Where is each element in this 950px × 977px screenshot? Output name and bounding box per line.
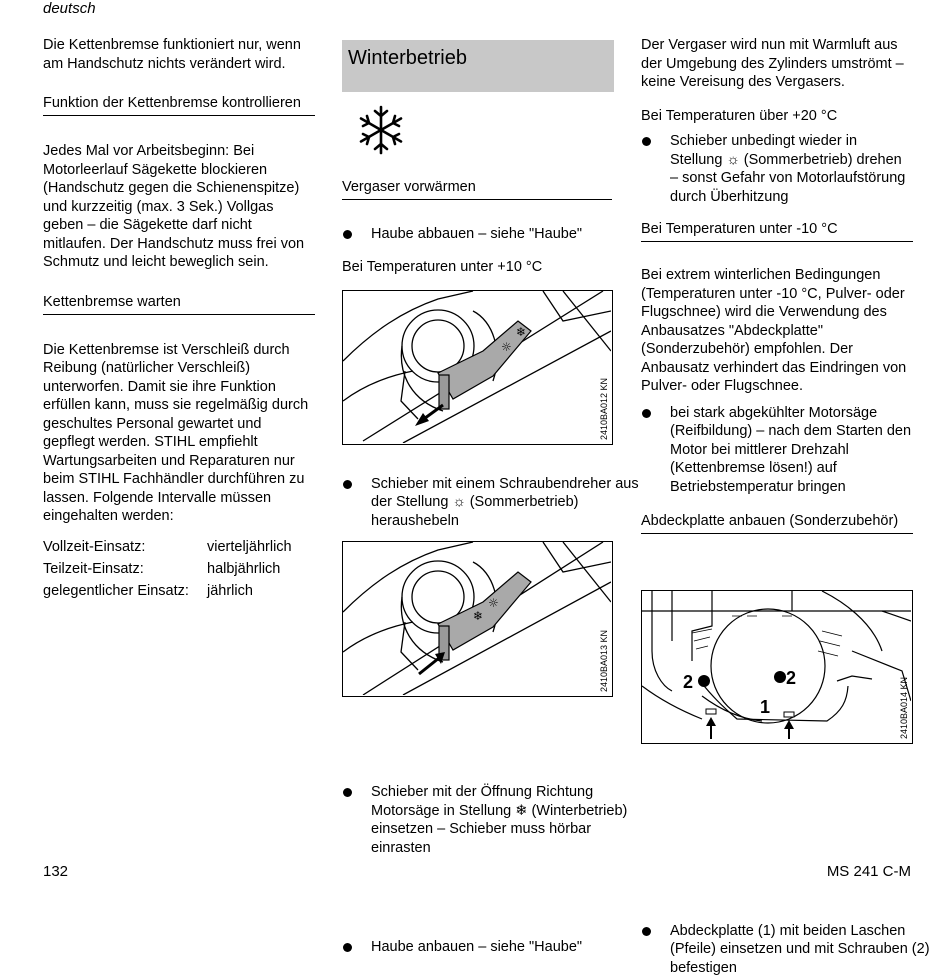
- bullet-dot: [343, 230, 352, 239]
- bullet-text: Haube anbauen – siehe "Haube": [371, 939, 582, 955]
- interval-table: [43, 538, 315, 601]
- section-title-band: Winterbetrieb: [342, 40, 614, 92]
- figure-insert-slider: [342, 541, 613, 697]
- heading-preheat-carburetor: Vergaser vorwärmen: [342, 178, 612, 200]
- figure-code: 2410BA012 KN: [599, 378, 609, 440]
- heading-install-cover-plate: Abdeckplatte anbauen (Sonderzubehör): [641, 512, 913, 534]
- interval-row: [43, 582, 315, 601]
- figure-illustration: [343, 291, 611, 443]
- heading-maintain-chain-brake: Kettenbremse warten: [43, 293, 315, 315]
- bullet-text: Schieber mit einem Schraubendreher aus der Stellung ☼ (Sommerbetrieb) heraushebeln: [371, 476, 639, 529]
- bullet-dot: [343, 788, 352, 797]
- heading-below-10: Bei Temperaturen unter +10 °C: [342, 258, 612, 277]
- bullet-summer-position: [641, 132, 913, 206]
- maintenance-text: Die Kettenbremse ist Verschleiß durch Reibung (natürlicher Verschleiß) unterworfen. Damit sie ihre Funktion erfüllen kann, muss sie regelmäßig durch geschultes Personal gewartet und gepflegt werden. STIHL empfiehlt Wartungsarbeiten und Reparaturen nur beim STIHL Fachhändler durchführen zu lassen. Folgende Intervalle müssen eingehalten werden:: [43, 341, 315, 526]
- figure-code: 2410BA014 KN: [899, 677, 909, 739]
- bullet-dot: [343, 480, 352, 489]
- extreme-winter-text: Bei extrem winterlichen Bedingungen (Temperaturen unter -10 °C, Pulver- oder Flugschnee) wird die Verwendung des Anbausatzes "Abdeckplatte" (Sonderzubehör) empfohlen. Der Anbausatz verhindert das Eindringen von Pulver- oder Flugschnee.: [641, 266, 913, 396]
- warm-air-text: Der Vergaser wird nun mit Warmluft aus der Umgebung des Zylinders umströmt – keine Vereisung des Vergasers.: [641, 36, 913, 92]
- snowflake-icon: [358, 104, 404, 156]
- bullet-attach-cover-plate: [641, 922, 942, 977]
- bullet-dot: [642, 409, 651, 418]
- interval-label: Teilzeit-Einsatz:: [43, 560, 207, 579]
- bullet-insert-slider: [342, 783, 641, 857]
- interval-label: Vollzeit-Einsatz:: [43, 538, 207, 557]
- bullet-text: bei stark abgekühlter Motorsäge (Reifbildung) – nach dem Starten den Motor bei mittlerer Drehzahl (Kettenbremse lösen!) auf Betriebstemperatur bringen: [670, 405, 911, 495]
- bullet-dot: [642, 137, 651, 146]
- figure-code: 2410BA013 KN: [599, 630, 609, 692]
- model-name: MS 241 C-M: [827, 863, 911, 882]
- interval-row: [43, 538, 315, 557]
- svg-text:☼: ☼: [488, 596, 499, 610]
- callout-2-right: 2: [786, 668, 796, 688]
- bullet-install-cover: [342, 938, 641, 957]
- page-number: 132: [43, 863, 68, 882]
- column-middle: [342, 40, 614, 92]
- svg-text:❄: ❄: [473, 609, 483, 623]
- interval-value: vierteljährlich: [207, 538, 292, 557]
- heading-below-minus-10: Bei Temperaturen unter -10 °C: [641, 220, 913, 242]
- bullet-dot: [642, 927, 651, 936]
- heading-check-chain-brake: Funktion der Kettenbremse kontrollieren: [43, 94, 315, 116]
- svg-text:☼: ☼: [501, 340, 512, 354]
- bullet-text: Schieber unbedingt wieder in Stellung ☼ (Sommerbetrieb) drehen – sonst Gefahr von Motorlaufstörung durch Überhitzung: [670, 133, 905, 205]
- bullet-pry-slider: [342, 475, 641, 531]
- bullet-remove-cover: [342, 225, 641, 244]
- callout-2-left: 2: [683, 672, 693, 692]
- bullet-text: Abdeckplatte (1) mit beiden Laschen (Pfeile) einsetzen und mit Schrauben (2) befestigen: [670, 923, 930, 976]
- svg-text:❄: ❄: [516, 325, 526, 339]
- bullet-dot: [343, 943, 352, 952]
- callout-1: 1: [760, 697, 770, 717]
- intro-text: Die Kettenbremse funktioniert nur, wenn am Handschutz nichts verändert wird.: [43, 36, 315, 73]
- figure-illustration: [642, 591, 911, 742]
- interval-value: jährlich: [207, 582, 253, 601]
- interval-value: halbjährlich: [207, 560, 280, 579]
- language-label: deutsch: [43, 0, 96, 19]
- column-left: [43, 36, 315, 600]
- column-right: [641, 36, 913, 534]
- heading-above-20: Bei Temperaturen über +20 °C: [641, 107, 913, 126]
- figure-illustration: [343, 542, 611, 695]
- check-text: Jedes Mal vor Arbeitsbeginn: Bei Motorleerlauf Sägekette blockieren (Handschutz gegen die Schienenspitze) und kurzzeitig (max. 3 Sek.) Vollgas geben – die Sägekette darf nicht mitlaufen. Der Handschutz muss frei von Schmutz und leicht beweglich sein.: [43, 142, 315, 272]
- bullet-warm-up-engine: [641, 404, 913, 497]
- interval-row: [43, 560, 315, 579]
- figure-cover-plate: [641, 590, 913, 744]
- bullet-text: Haube abbauen – siehe "Haube": [371, 226, 582, 242]
- bullet-text: Schieber mit der Öffnung Richtung Motorsäge in Stellung ❄ (Winterbetrieb) einsetzen – Schieber muss hörbar einrasten: [371, 784, 627, 856]
- interval-label: gelegentlicher Einsatz:: [43, 582, 207, 601]
- figure-remove-slider: [342, 290, 613, 445]
